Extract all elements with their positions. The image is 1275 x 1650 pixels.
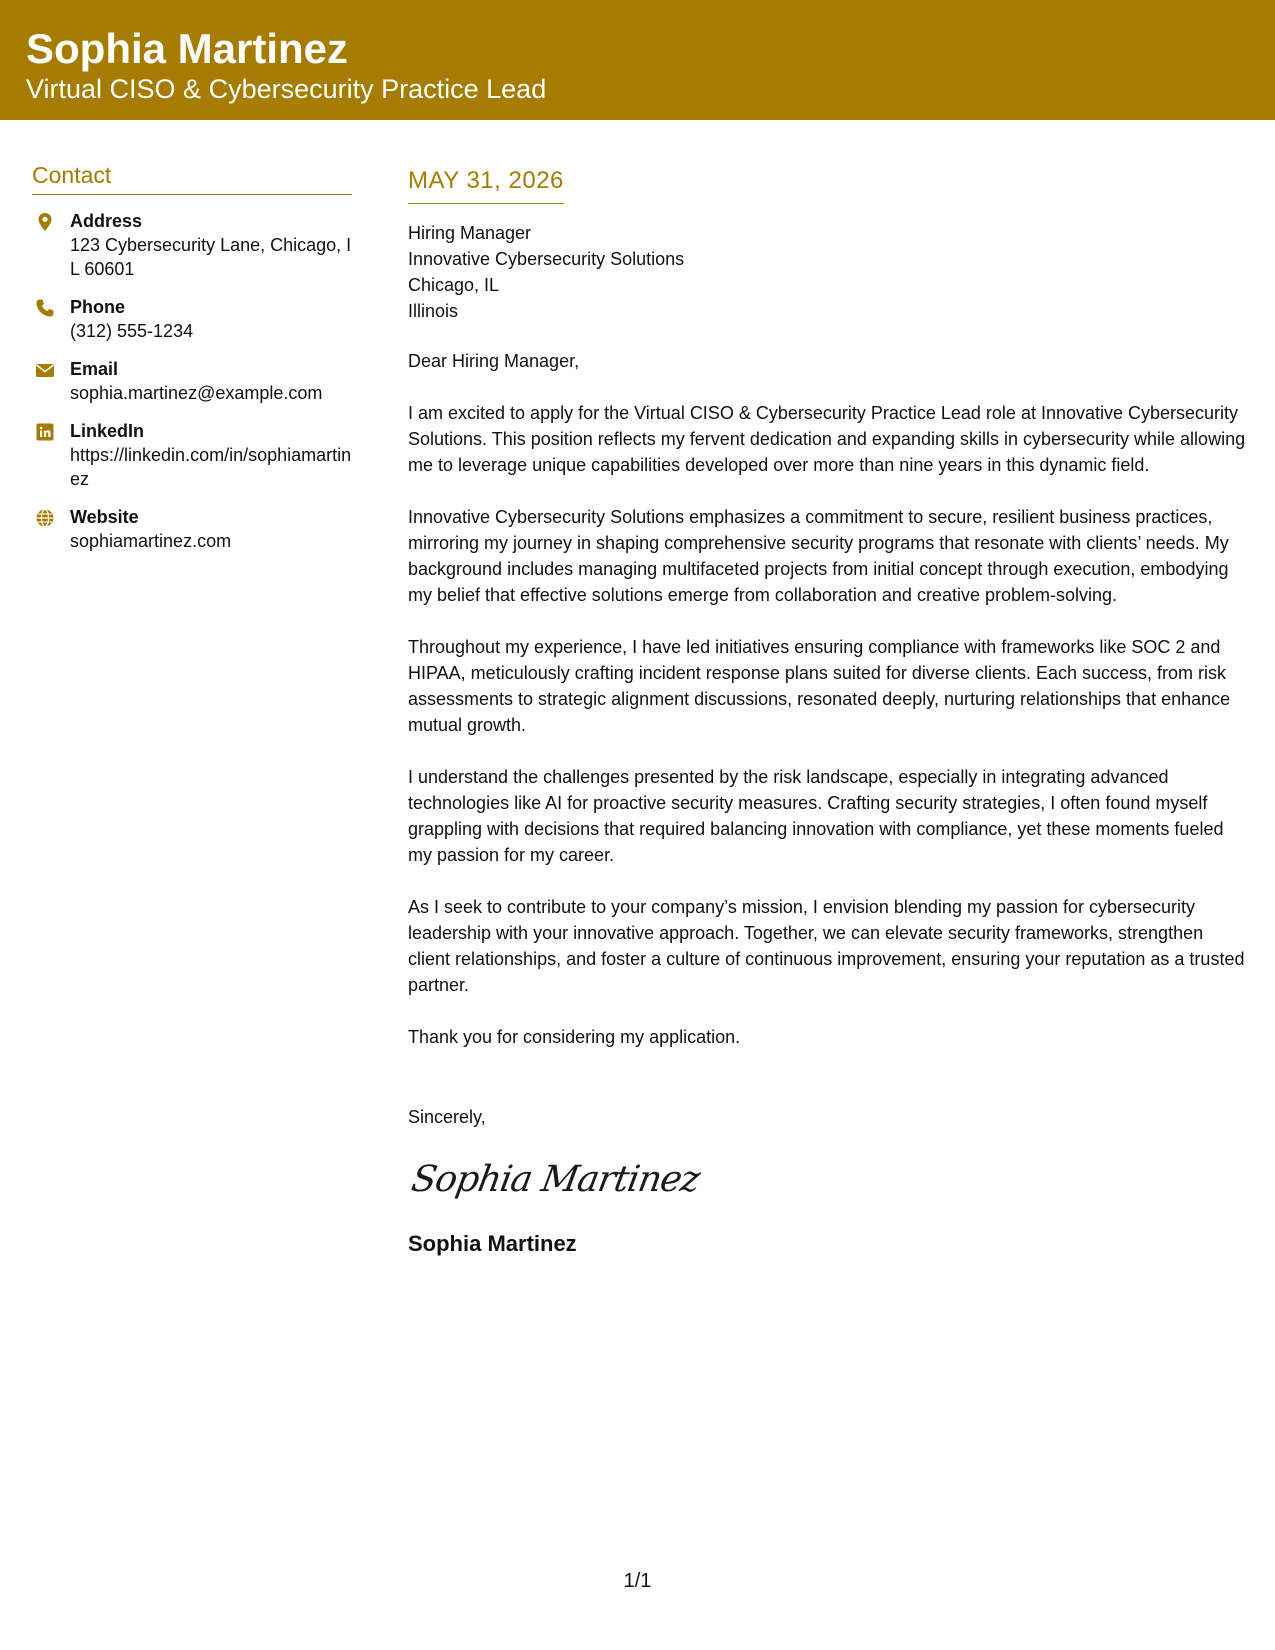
linkedin-icon bbox=[35, 422, 55, 442]
header-banner bbox=[0, 0, 1275, 120]
contact-value: sophiamartinez.com bbox=[70, 531, 232, 551]
letter-paragraph: Innovative Cybersecurity Solutions emphasizes a commitment to secure, resilient business practices, mirroring my journey in shaping comprehensive security programs that resonate with clients’ needs. My background includes managing multifaceted projects from initial concept through execution, embodying my belief that effective solutions emerge from collaboration and creative problem-solving. bbox=[408, 507, 1229, 605]
letter-paragraph: Thank you for considering my application. bbox=[408, 1027, 741, 1047]
recipient-block bbox=[408, 220, 1246, 324]
contact-label: LinkedIn bbox=[70, 421, 145, 441]
applicant-name: Sophia Martinez bbox=[26, 25, 349, 72]
contact-value: sophia.martinez@example.com bbox=[70, 383, 323, 403]
letter-paragraph: Throughout my experience, I have led initiatives ensuring compliance with frameworks like SOC 2 and HIPAA, meticulously crafting incident response plans suited for diverse clients. Each success, from risk assessments to strategic alignment discussions, resonated deeply, nurturing relationships that enhance mutual growth. bbox=[408, 637, 1231, 735]
contact-value: https://linkedin.com/in/sophiamartinez bbox=[70, 445, 352, 489]
contact-item-address bbox=[32, 209, 352, 281]
recipient-line: Hiring Manager bbox=[408, 223, 532, 243]
closing: Sincerely, bbox=[408, 1107, 486, 1127]
recipient-line: Innovative Cybersecurity Solutions bbox=[408, 249, 685, 269]
contact-item-phone bbox=[32, 295, 352, 343]
contact-item-email bbox=[32, 357, 352, 405]
contact-label: Phone bbox=[70, 297, 126, 317]
signer-name: Sophia Martinez bbox=[408, 1231, 577, 1256]
letter-paragraph: I am excited to apply for the Virtual CISO & Cybersecurity Practice Lead role at Innovative Cybersecurity Solutions. This position reflects my fervent dedication and expanding skills in cybersecurity while allowing me to leverage unique capabilities developed over more than nine years in this dynamic field. bbox=[408, 403, 1246, 475]
globe-icon bbox=[35, 508, 55, 528]
phone-icon bbox=[35, 298, 55, 318]
contact-item-linkedin bbox=[32, 419, 352, 491]
contact-label: Website bbox=[70, 507, 139, 527]
map-marker-icon bbox=[35, 212, 55, 232]
contact-value: 123 Cybersecurity Lane, Chicago, IL 60601 bbox=[70, 235, 352, 279]
letter-date: MAY 31, 2026 bbox=[408, 165, 564, 204]
page-number: 1/1 bbox=[623, 1570, 652, 1592]
contact-label: Address bbox=[70, 211, 143, 231]
contact-item-website bbox=[32, 505, 352, 553]
envelope-icon bbox=[35, 360, 55, 380]
letter-body bbox=[408, 165, 1246, 1258]
letter-paragraph: I understand the challenges presented by the risk landscape, especially in integrating advanced technologies like AI for proactive security measures. Crafting security strategies, I often found myself grappling with decisions that required balancing innovation with compliance, yet these moments fueled my passion for my career. bbox=[408, 767, 1224, 865]
salutation: Dear Hiring Manager, bbox=[408, 351, 580, 371]
contact-heading: Contact bbox=[32, 160, 352, 195]
recipient-line: Chicago, IL bbox=[408, 275, 500, 295]
contact-label: Email bbox=[70, 359, 119, 379]
recipient-line: Illinois bbox=[408, 301, 459, 321]
handwritten-signature: Sophia Martinez bbox=[408, 1159, 703, 1200]
applicant-title: Virtual CISO & Cybersecurity Practice Lead bbox=[26, 74, 547, 104]
contact-value: (312) 555-1234 bbox=[70, 321, 194, 341]
letter-paragraph: As I seek to contribute to your company’s mission, I envision blending my passion for cybersecurity leadership with your innovative approach. Together, we can elevate security frameworks, strengthen client relationships, and foster a culture of continuous improvement, ensuring your reputation as a trusted partner. bbox=[408, 897, 1245, 995]
contact-sidebar bbox=[32, 160, 352, 567]
